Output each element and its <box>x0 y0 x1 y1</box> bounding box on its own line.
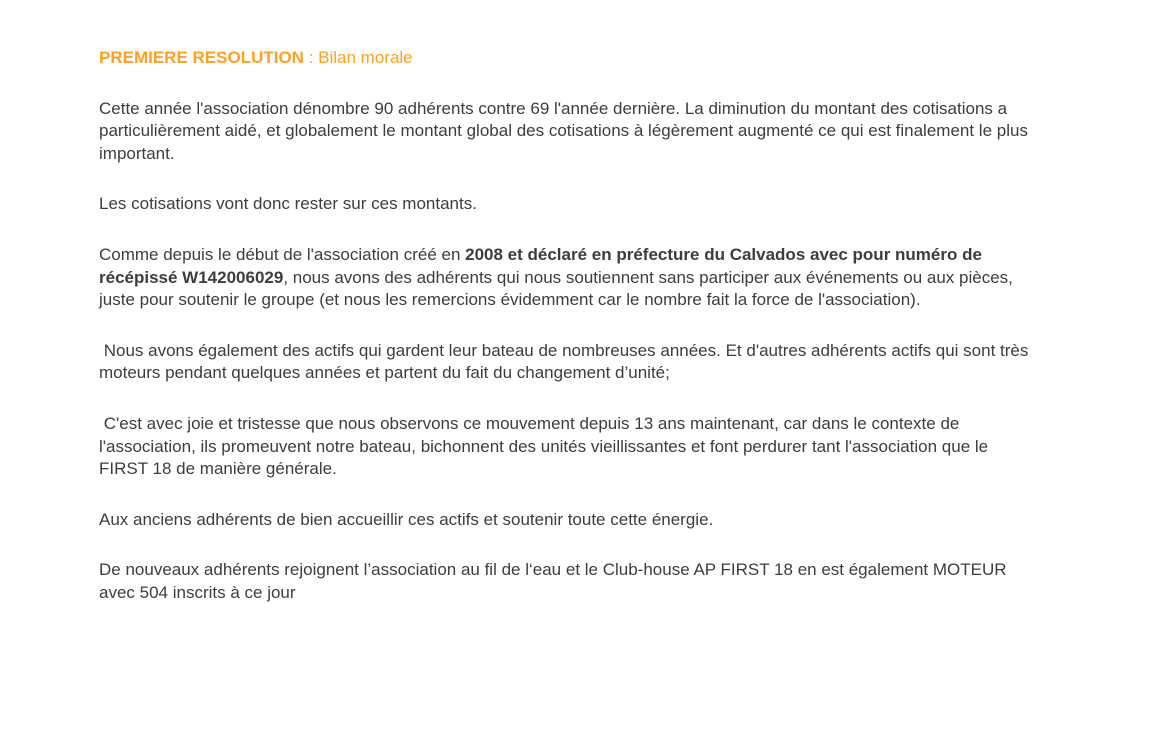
text-run: C'est avec joie et tristesse que nous observons ce mouvement depuis 13 ans maintenant, car dans le contexte de l'association, ils promeuvent notre bateau, bichonnent des unités vieillissantes et font perdurer tant l'association que le FIRST 18 de manière générale. <box>99 413 993 479</box>
paragraph <box>99 559 1035 604</box>
paragraph <box>99 244 1035 312</box>
text-run: , nous avons des adhérents qui nous soutiennent sans participer aux événements ou aux pièces, juste pour soutenir le groupe (et nous les remercions évidemment car le nombre fait la force de l'association). <box>99 267 1018 310</box>
paragraph <box>99 340 1035 385</box>
paragraph <box>99 98 1035 166</box>
heading-title: PREMIERE RESOLUTION <box>99 48 304 67</box>
document-heading <box>99 47 1035 70</box>
text-run: Aux anciens adhérents de bien accueillir ces actifs et soutenir toute cette énergie. <box>99 509 714 529</box>
paragraph <box>99 413 1035 481</box>
bold-text-run: 2008 et déclaré en préfecture du Calvados avec pour numéro de récépissé W142006029 <box>99 244 987 287</box>
paragraph-container <box>99 98 1035 605</box>
paragraph <box>99 193 1035 216</box>
paragraph <box>99 509 1035 532</box>
heading-subtitle: : Bilan morale <box>303 48 413 67</box>
text-run: Cette année l'association dénombre 90 adhérents contre 69 l'année dernière. La diminution du montant des cotisations a particulièrement aidé, et globalement le montant global des cotisations à légèrement augmenté ce qui est finalement le plus important. <box>99 98 1033 163</box>
text-run: De nouveaux adhérents rejoignent l’association au fil de l‘eau et le Club-house AP FIRST 18 en est également MOTEUR avec 504 inscrits à ce jour <box>99 560 1012 602</box>
text-run: Les cotisations vont donc rester sur ces montants. <box>99 194 477 214</box>
text-run: Comme depuis le début de l'association créé en <box>99 244 466 264</box>
text-run: Nous avons également des actifs qui gardent leur bateau de nombreuses années. Et d'autres adhérents actifs qui sont très moteurs pendant quelques années et partent du fait du changement d’unité; <box>99 340 1034 383</box>
